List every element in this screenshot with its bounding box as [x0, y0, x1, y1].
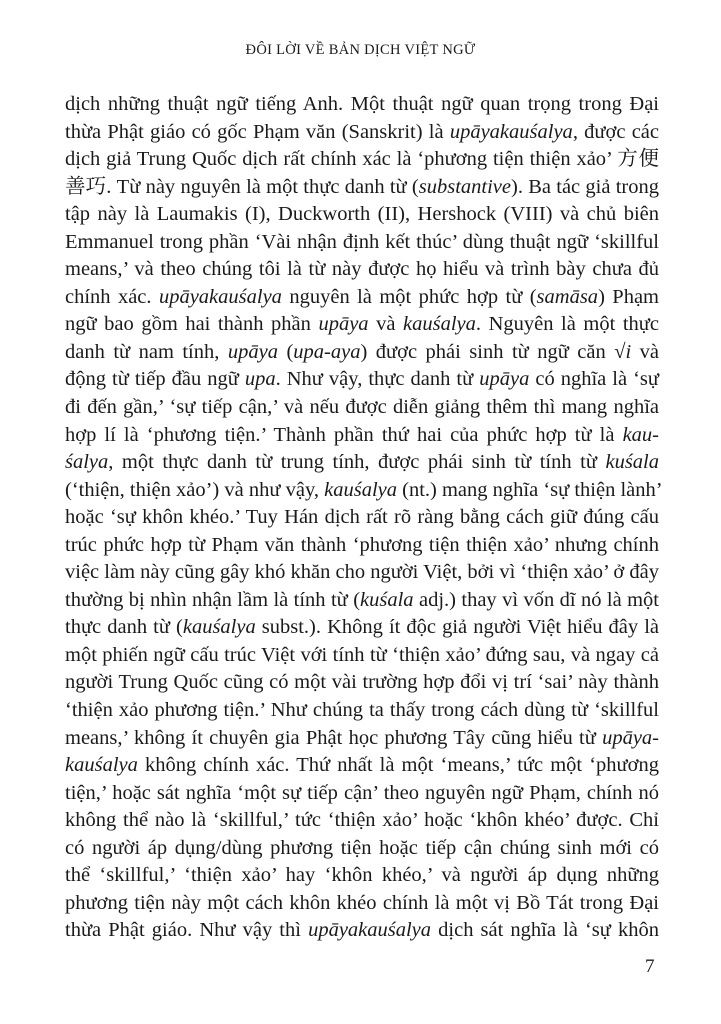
text-segment: (‘thiện, thiện xảo’) và như vậy, [65, 478, 325, 501]
text-segment: tập này là Laumakis (I), Duckworth (II), Hershock (VIII) và chủ biên [65, 203, 659, 226]
text-segment: ) Phạm [598, 285, 659, 308]
italic-term: kauśalya [182, 616, 256, 639]
text-segment: hợp lí là ‘phương tiện.’ Thành phần thứ hai của phức hợp từ là [65, 423, 623, 446]
italic-term: upāyakauśalya [449, 120, 573, 143]
text-line [65, 422, 659, 450]
text-line [65, 229, 659, 257]
text-segment: động từ tiếp đầu ngữ [65, 368, 245, 391]
text-segment: ) được phái sinh từ ngữ căn √ [360, 340, 626, 363]
text-segment: việc làm này cũng gây khó khăn cho người Việt, bởi vì ‘thiện xảo’ ở đây [65, 561, 659, 584]
text-line [65, 917, 659, 945]
text-segment: một phiến ngữ cấu trúc Việt với tính từ ‘thiện xảo’ đứng sau, và ngay cả [65, 643, 659, 666]
text-line [65, 449, 659, 477]
text-line [65, 532, 659, 560]
text-segment: và [631, 340, 660, 363]
text-segment: nguyên là một phức hợp từ ( [281, 285, 537, 308]
text-line [65, 91, 659, 119]
italic-term: upāya- [602, 726, 659, 749]
text-segment: (nt.) mang nghĩa ‘sự thiện lành’ [397, 478, 663, 501]
text-segment: thể ‘skillful,’ ‘thiện xảo’ hay ‘khôn khéo,’ và người áp dụng những [65, 864, 659, 887]
text-line [65, 697, 659, 725]
text-segment: Emmanuel trong phần ‘Vài nhận định kết thúc’ dùng thuật ngữ ‘skillful [65, 230, 659, 253]
text-segment: danh từ nam tính, [65, 340, 228, 363]
italic-term: samāsa [536, 285, 599, 308]
text-segment: có người áp dụng/dùng phương tiện hoặc tiếp cận chúng sinh mới có [65, 836, 659, 859]
text-segment: chính xác. [65, 285, 159, 308]
text-segment: thừa Phật giáo có gốc Phạm văn (Sanskrit) là [65, 120, 450, 143]
page-number: 7 [645, 956, 655, 977]
text-line [65, 559, 659, 587]
running-header: ĐÔI LỜI VỀ BẢN DỊCH VIỆT NGỮ [245, 42, 476, 58]
text-line [65, 862, 659, 890]
italic-term: upāya [479, 368, 530, 391]
italic-term: upāya [318, 313, 369, 336]
text-segment: phương tiện này một cách khôn khéo chính là một vị Bồ Tát trong Đại [65, 891, 659, 914]
italic-term: upa [244, 368, 276, 391]
text-segment: thực danh từ ( [65, 616, 183, 639]
text-segment: không chính xác. Thứ nhất là một ‘means,’ tức một ‘phương [137, 754, 659, 777]
text-segment: means,’ và theo chúng tôi là từ này được họ hiểu và trình bày chưa đủ [65, 258, 659, 281]
text-line [65, 201, 659, 229]
text-segment: . Nguyên là một thực [475, 313, 659, 336]
text-segment: đi đến gần,’ ‘sự tiếp cận,’ và nếu được diễn giảng thêm thì mang nghĩa [65, 396, 659, 419]
text-line [65, 311, 659, 339]
text-line [65, 587, 659, 615]
text-segment: . Như vậy, thực danh từ [275, 368, 480, 391]
text-line [65, 835, 659, 863]
text-segment: 善巧. Từ này nguyên là một thực danh từ ( [65, 175, 419, 198]
text-segment: means,’ không ít chuyên gia Phật học phương Tây cũng hiểu từ [65, 726, 603, 749]
text-line [65, 339, 659, 367]
italic-term: kuśala [360, 588, 414, 611]
text-segment: không thể nào là ‘skillful,’ tức ‘thiện xảo’ hoặc ‘khôn khéo’ được. Chỉ [65, 809, 659, 832]
text-segment: adj.) thay vì vốn dĩ nó là một [413, 588, 659, 611]
italic-term: upa-aya [293, 340, 361, 363]
text-line [65, 394, 659, 422]
italic-term: kuśala [605, 451, 659, 474]
text-line [65, 642, 659, 670]
text-segment: tiện,’ hoặc sát nghĩa ‘một sự tiếp cận’ theo nguyên ngữ Phạm, chính nó [65, 781, 659, 804]
italic-term: śalya [65, 451, 109, 474]
italic-term: upāyakauśalya [158, 285, 282, 308]
text-segment: trúc phức hợp từ Phạm văn thành ‘phương tiện thiện xảo’ nhưng chính [65, 533, 659, 556]
text-line [65, 669, 659, 697]
italic-term: kauśalya [403, 313, 476, 336]
text-segment: , một thực danh từ trung tính, được phái sinh từ tính từ [108, 451, 606, 474]
text-segment: ‘thiện xảo phương tiện.’ Như chúng ta thấy trong cách dùng từ ‘skillful [65, 699, 659, 722]
italic-term: kauśalya [324, 478, 397, 501]
text-line [65, 174, 659, 202]
text-line [65, 366, 659, 394]
text-segment: hoặc ‘sự khôn khéo.’ Tuy Hán dịch rất rõ ràng bằng cách giữ đúng cấu [65, 506, 659, 529]
text-line [65, 780, 659, 808]
text-segment: thường bị nhìn nhận lầm là tính từ ( [65, 588, 361, 611]
text-segment: dịch những thuật ngữ tiếng Anh. Một thuật ngữ quan trọng trong Đại [65, 93, 659, 115]
text-line [65, 504, 659, 532]
text-line [65, 146, 659, 174]
text-segment: subst.). Không ít độc giả người Việt hiểu đây là [255, 616, 659, 639]
text-segment: ngữ bao gồm hai thành phần [65, 313, 319, 336]
text-segment: người Trung Quốc cũng có một vài trường hợp đổi vị trí ‘sai’ này thành [65, 671, 659, 694]
text-line [65, 256, 659, 284]
text-segment: , được các [572, 120, 659, 143]
text-segment: ). Ba tác giả trong [511, 175, 660, 198]
text-segment: và [368, 313, 404, 336]
text-segment: thừa Phật giáo. Như vậy thì [65, 919, 309, 942]
text-line [65, 725, 659, 753]
text-segment: ( [277, 340, 294, 363]
italic-term: upāyakauśalya [308, 919, 432, 942]
italic-term: substantive [418, 175, 511, 198]
italic-term: i [625, 340, 632, 363]
text-line [65, 284, 659, 312]
italic-term: kauśalya [65, 754, 138, 777]
text-line [65, 477, 663, 505]
text-segment: dịch sát nghĩa là ‘sự khôn [431, 919, 659, 942]
body-text [65, 91, 663, 945]
text-segment: dịch giả Trung Quốc dịch rất chính xác là ‘phương tiện thiện xảo’ 方便 [65, 148, 659, 171]
text-line [65, 614, 659, 642]
text-line [65, 807, 659, 835]
text-line [65, 752, 659, 780]
text-line [65, 890, 659, 918]
text-segment: có nghĩa là ‘sự [529, 368, 660, 391]
text-line [65, 119, 659, 147]
italic-term: kau- [622, 423, 659, 446]
italic-term: upāya [227, 340, 278, 363]
